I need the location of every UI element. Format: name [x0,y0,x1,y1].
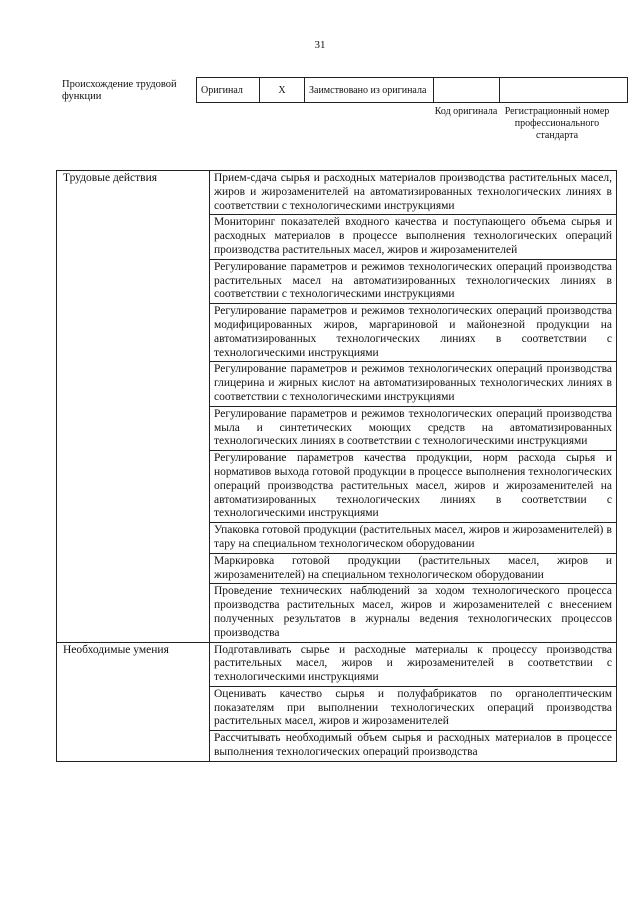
section-item: Регулирование параметров и режимов технологических операций производства глицерина и жирных кислот на автоматизированных технологических линиях в соответствии с технологическими инструкциями [210,362,617,406]
section-item: Регулирование параметров качества продукции, норм расхода сырья и нормативов выхода готовой продукции в процессе выполнения технологических операций производства растительных масел, жиров и жирозаменителей на автоматизированных технологических линиях в соответствии с технологическими инструкциями [210,451,617,523]
section-item: Мониторинг показателей входного качества и поступающего объема сырья и расходных материалов в процессе выполнения технологических операций производства растительных масел, жиров и жирозаменителей [210,215,617,259]
section-item: Регулирование параметров и режимов технологических операций производства модифицированных жиров, маргариновой и майонезной продукции на автоматизированных технологических линиях в соответствии с технологическими инструкциями [210,304,617,362]
functions-table [56,170,617,762]
section-label: Трудовые действия [57,171,210,643]
section-item: Регулирование параметров и режимов технологических операций производства растительных масел на автоматизированных технологических линиях в соответствии с технологическими инструкциями [210,259,617,303]
table-row [57,171,617,215]
section-item: Проведение технических наблюдений за ходом технологического процесса производства растительных масел, жиров и жирозаменителей с внесением полученных результатов в журналы ведения технологических процессов производства [210,584,617,642]
origin-table [196,77,628,103]
section-item: Маркировка готовой продукции (растительных масел, жиров и жирозаменителей) на специальном технологическом оборудовании [210,553,617,584]
section-item: Рассчитывать необходимый объем сырья и расходных материалов в процессе выполнения технологических операций производства [210,731,617,762]
reg-number-cell [500,78,628,103]
origin-label: Происхождение трудовой функции [62,79,177,102]
section-item: Подготавливать сырье и расходные материалы к процессу производства растительных масел, жиров и жирозаменителей в соответствии с технологическими инструкциями [210,642,617,686]
section-item: Регулирование параметров и режимов технологических операций производства мыла и синтетических моющих средств на автоматизированных технологических линиях в соответствии с технологическими инструкциями [210,406,617,450]
original-mark: X [260,78,305,103]
section-item: Упаковка готовой продукции (растительных масел, жиров и жирозаменителей) в тару на специальном технологическом оборудовании [210,523,617,554]
borrowed-label: Заимствовано из оригинала [305,78,434,103]
code-cell [434,78,500,103]
reg-number-label: Регистрационный номер профессионального стандарта [504,106,610,141]
code-original-label: Код оригинала [434,106,498,117]
section-item: Оценивать качество сырья и полуфабрикатов по органолептическим показателям при выполнении технологических операций производства растительных масел, жиров и жирозаменителей [210,686,617,730]
section-item: Прием-сдача сырья и расходных материалов производства растительных масел, жиров и жирозаменителей на автоматизированных технологических линиях в соответствии с технологическими инструкциями [210,171,617,215]
table-row [57,642,617,686]
original-label: Оригинал [197,78,260,103]
section-label: Необходимые умения [57,642,210,761]
page-number: 31 [314,39,326,51]
